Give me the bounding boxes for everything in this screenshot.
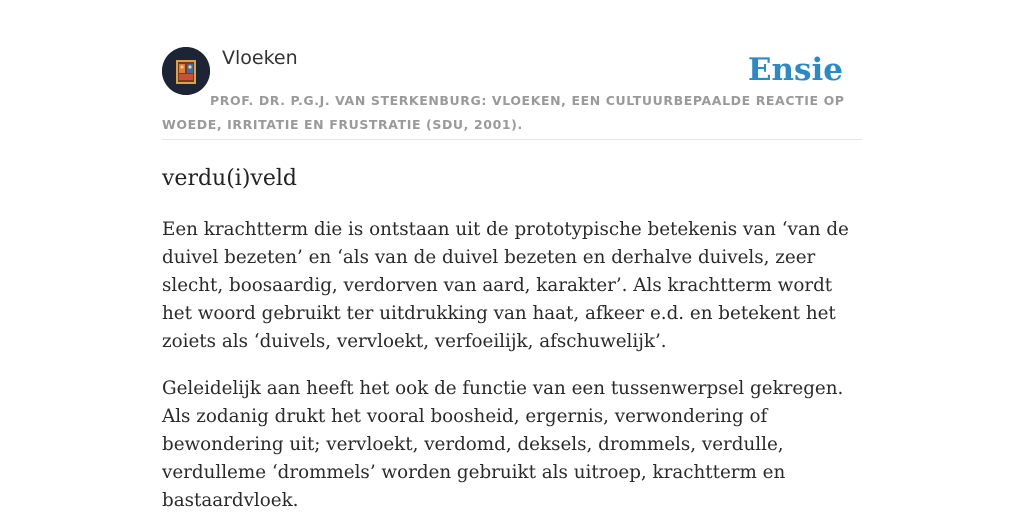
brand-logo[interactable]: Ensie xyxy=(747,52,843,88)
source-citation: PROF. DR. P.G.J. VAN STERKENBURG: VLOEKEN, EEN CULTUURBEPAALDE REACTIE OP WOEDE, IRRITATIE EN FRUSTRATIE (SDU, 2001). xyxy=(162,93,845,132)
header-divider xyxy=(162,139,862,140)
entry-body xyxy=(162,216,862,512)
avatar[interactable] xyxy=(162,47,210,95)
entry-paragraph: Geleidelijk aan heeft het ook de functie van een tussenwerpsel gekregen. Als zodanig drukt het vooral boosheid, ergernis, verwondering of bewondering uit; vervloekt, verdomd, deksels, drommels, verdulle, verdulleme ‘drommels’ worden gebruikt als uitroep, krachtterm en bastaardvloek. xyxy=(162,378,844,511)
entry-title: verdu(i)veld xyxy=(162,166,297,191)
book-cover-icon xyxy=(162,47,210,95)
entry-paragraph: Een krachtterm die is ontstaan uit de prototypische betekenis van ‘van de duivel bezeten’ en ‘als van de duivel bezeten en derhalve duivels, zeer slecht, boosaardig, verdorven van aard, karakter’. Als krachtterm wordt het woord gebruikt ter uitdrukking van haat, afkeer e.d. en betekent het zoiets als ‘duivels, vervloekt, verfoeilijk, afschuwelijk’. xyxy=(162,219,849,352)
site-name-link[interactable]: Vloeken xyxy=(222,47,298,69)
